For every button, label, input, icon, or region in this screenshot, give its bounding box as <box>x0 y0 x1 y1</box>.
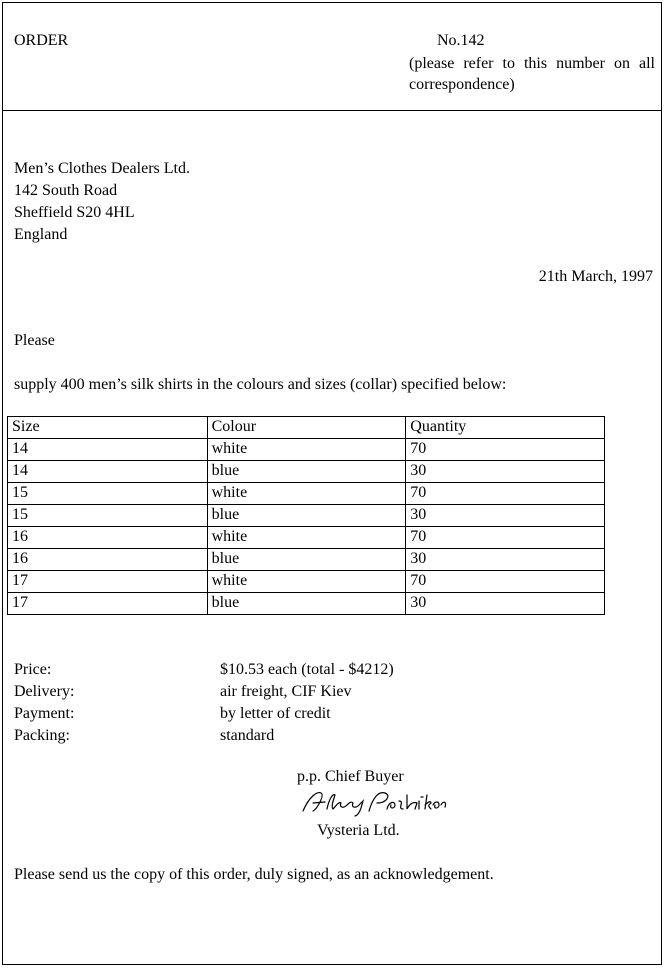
order-document <box>2 2 662 965</box>
term-row <box>14 681 394 703</box>
table-row <box>8 483 605 505</box>
salutation: Please <box>14 332 55 349</box>
cell-quantity: 30 <box>406 505 605 527</box>
table-row <box>8 549 605 571</box>
order-header <box>3 3 661 111</box>
address-line: 142 South Road <box>14 182 118 199</box>
address-line: Men’s Clothes Dealers Ltd. <box>14 160 190 177</box>
cell-colour: white <box>207 571 406 593</box>
request-text: supply 400 men’s silk shirts in the colours and sizes (collar) specified below: <box>14 376 507 393</box>
signatory-title: p.p. Chief Buyer <box>297 768 404 785</box>
term-value: standard <box>220 727 275 744</box>
recipient-address <box>14 158 190 246</box>
term-label: Price: <box>14 661 52 678</box>
term-value: by letter of credit <box>220 705 331 722</box>
table-row <box>8 505 605 527</box>
acknowledgement-note: Please send us the copy of this order, duly signed, as an acknowledgement. <box>14 866 494 883</box>
cell-size: 16 <box>8 527 208 549</box>
table-header-row <box>8 417 605 439</box>
cell-size: 15 <box>8 505 208 527</box>
term-label: Payment: <box>14 705 75 722</box>
term-row <box>14 659 394 681</box>
header-size: Size <box>8 417 208 439</box>
reference-note: (please refer to this number on all correspondence) <box>409 55 655 93</box>
cell-colour: white <box>207 439 406 461</box>
cell-colour: blue <box>207 461 406 483</box>
company-name: Vysteria Ltd. <box>317 822 400 839</box>
cell-colour: blue <box>207 505 406 527</box>
table-row <box>8 593 605 615</box>
cell-quantity: 70 <box>406 571 605 593</box>
handwritten-signature <box>299 787 449 817</box>
cell-size: 14 <box>8 461 208 483</box>
address-line: England <box>14 226 68 243</box>
order-terms <box>14 659 394 747</box>
term-value: $10.53 each (total - $4212) <box>220 661 394 678</box>
cell-quantity: 70 <box>406 527 605 549</box>
cell-quantity: 30 <box>406 461 605 483</box>
order-number: No.142 <box>437 32 485 49</box>
cell-colour: blue <box>207 549 406 571</box>
cell-size: 17 <box>8 593 208 615</box>
cell-size: 15 <box>8 483 208 505</box>
term-row <box>14 725 394 747</box>
order-date: 21th March, 1997 <box>538 268 653 285</box>
cell-quantity: 30 <box>406 593 605 615</box>
table-row <box>8 571 605 593</box>
address-line: Sheffield S20 4HL <box>14 204 135 221</box>
table-row <box>8 527 605 549</box>
table-row <box>8 439 605 461</box>
order-table <box>7 416 605 615</box>
header-colour: Colour <box>207 417 406 439</box>
term-label: Delivery: <box>14 683 75 700</box>
header-quantity: Quantity <box>406 417 605 439</box>
cell-size: 17 <box>8 571 208 593</box>
cell-colour: blue <box>207 593 406 615</box>
cell-quantity: 70 <box>406 439 605 461</box>
term-row <box>14 703 394 725</box>
cell-colour: white <box>207 483 406 505</box>
cell-colour: white <box>207 527 406 549</box>
cell-quantity: 30 <box>406 549 605 571</box>
cell-quantity: 70 <box>406 483 605 505</box>
document-title: ORDER <box>14 32 69 49</box>
term-value: air freight, CIF Kiev <box>220 683 352 700</box>
term-label: Packing: <box>14 727 70 744</box>
cell-size: 16 <box>8 549 208 571</box>
cell-size: 14 <box>8 439 208 461</box>
table-row <box>8 461 605 483</box>
